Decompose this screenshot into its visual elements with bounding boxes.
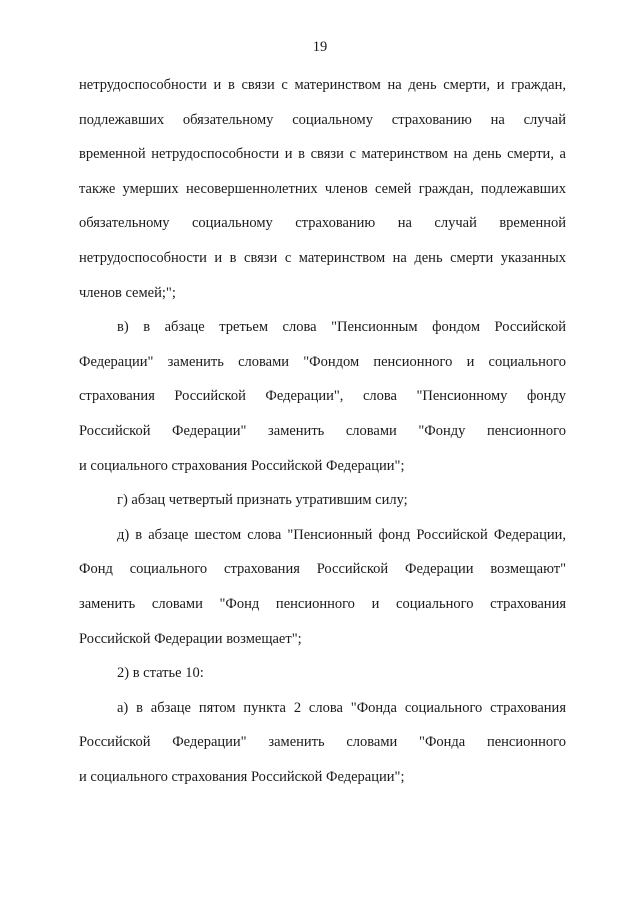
text-line: Российской Федерации" заменить словами "Фонду пенсионного <box>79 422 566 439</box>
text-line: 2) в статье 10: <box>117 665 204 682</box>
text-line: также умерших несовершеннолетних членов семей граждан, подлежавших <box>79 180 566 197</box>
text-line: и социального страхования Российской Федерации"; <box>79 768 405 785</box>
text-line: временной нетрудоспособности и в связи с материнством на день смерти, а <box>79 146 566 163</box>
text-line: Российской Федерации возмещает"; <box>79 630 302 647</box>
text-line: Российской Федерации" заменить словами "Фонда пенсионного <box>79 734 566 751</box>
text-line: членов семей;"; <box>79 284 176 301</box>
text-line: нетрудоспособности и в связи с материнством на день смерти, и граждан, <box>79 77 566 93</box>
text-line: д) в абзаце шестом слова "Пенсионный фонд Российской Федерации, <box>117 526 566 543</box>
text-line: страхования Российской Федерации", слова "Пенсионному фонду <box>79 388 566 405</box>
text-line: и социального страхования Российской Федерации"; <box>79 457 405 474</box>
text-line: г) абзац четвертый признать утратившим силу; <box>117 492 408 509</box>
document-body <box>79 76 566 802</box>
page-number: 19 <box>312 39 328 55</box>
text-line: заменить словами "Фонд пенсионного и социального страхования <box>79 595 566 612</box>
text-line: а) в абзаце пятом пункта 2 слова "Фонда социального страхования <box>117 699 566 716</box>
text-line: обязательному социальному страхованию на случай временной <box>79 215 566 232</box>
text-line: Федерации" заменить словами "Фондом пенсионного и социального <box>79 353 566 370</box>
text-line: в) в абзаце третьем слова "Пенсионным фондом Российской <box>117 319 566 336</box>
text-line: Фонд социального страхования Российской Федерации возмещают" <box>79 561 566 578</box>
text-line: нетрудоспособности и в связи с материнством на день смерти указанных <box>79 249 566 266</box>
text-line: подлежавших обязательному социальному страхованию на случай <box>79 111 566 128</box>
